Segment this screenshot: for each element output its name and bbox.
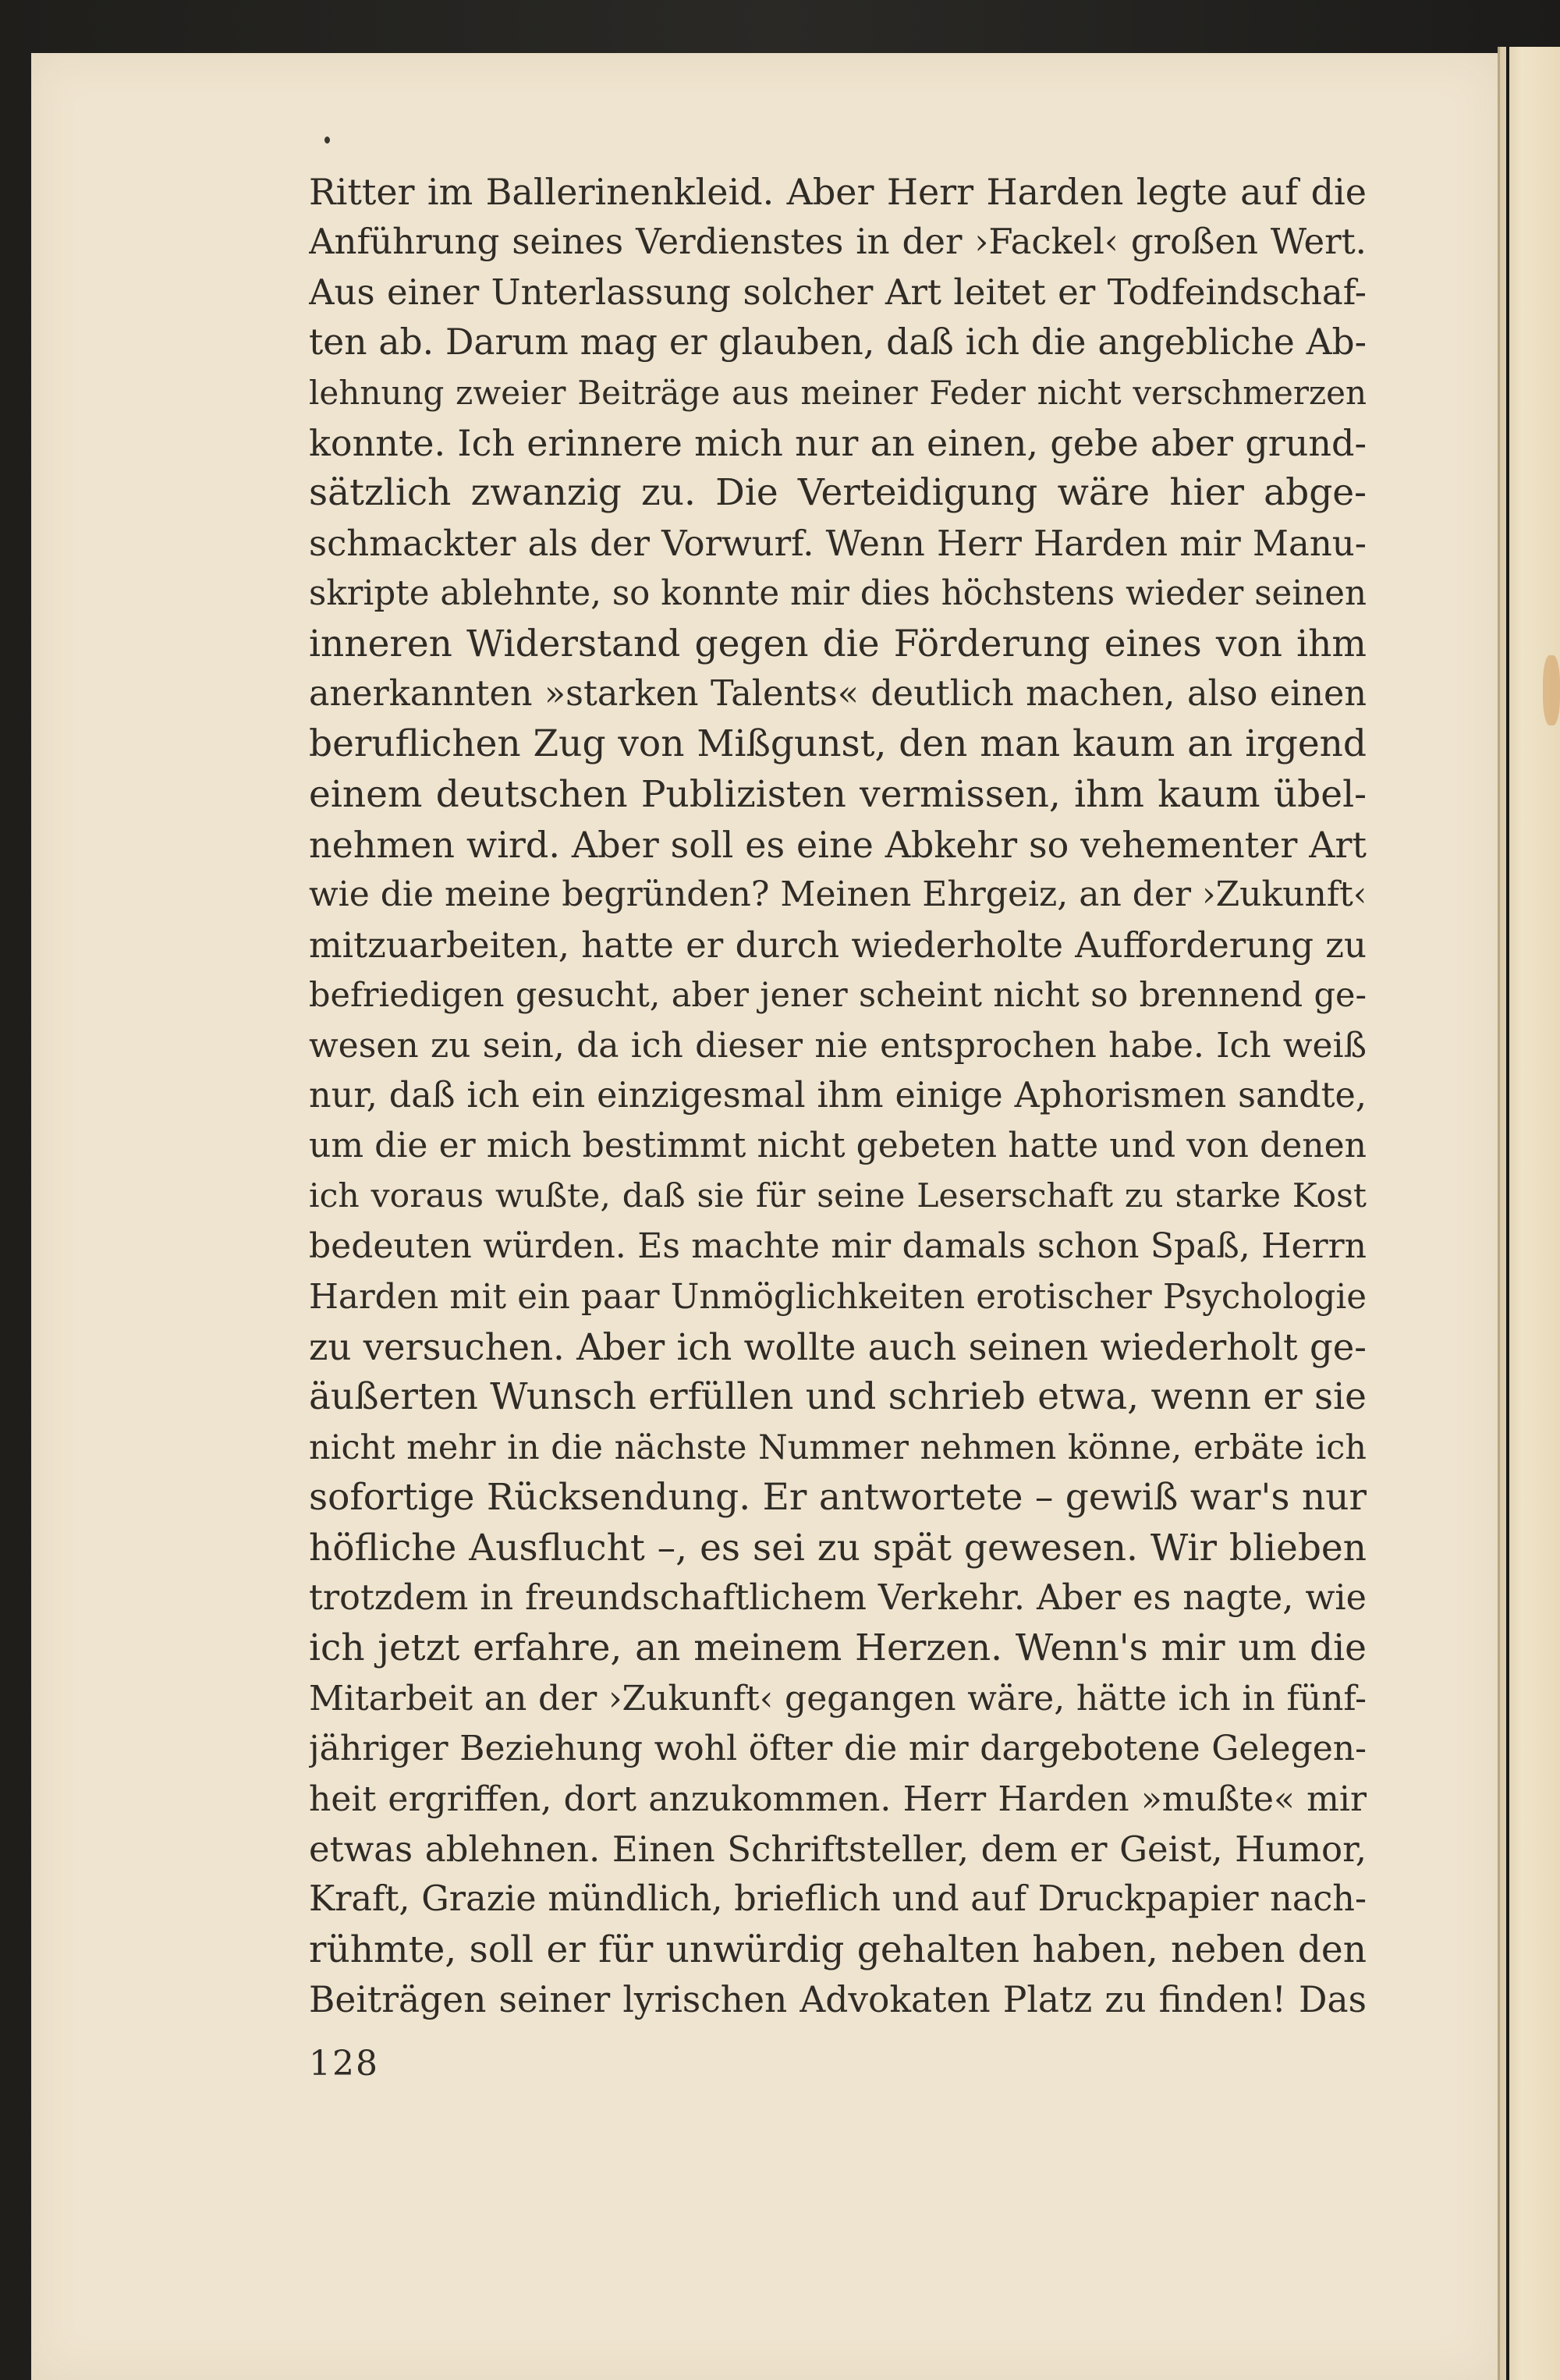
ink-speck xyxy=(324,137,330,144)
text-line: um die er mich bestimmt nicht gebeten hatte und von denen xyxy=(309,1126,1367,1166)
text-line: mitzuarbeiten, hatte er durch wiederholte Aufforderung zu xyxy=(309,924,1367,966)
text-line: bedeuten würden. Es machte mir damals schon Spaß, Herrn xyxy=(309,1226,1367,1267)
text-line: nicht mehr in die nächste Nummer nehmen könne, erbäte ich xyxy=(309,1428,1367,1467)
text-line: wie die meine begründen? Meinen Ehrgeiz, an der ›Zukunft‹ xyxy=(309,874,1367,915)
text-line: trotzdem in freundschaftlichem Verkehr. Aber es nagte, wie xyxy=(309,1577,1367,1618)
text-line: ich jetzt erfahre, an meinem Herzen. Wenn's mir um die xyxy=(309,1626,1367,1670)
text-line: ich voraus wußte, daß sie für seine Leserschaft zu starke Kost xyxy=(309,1176,1367,1215)
text-line: nur, daß ich ein einzigesmal ihm einige Aphorismen sandte, xyxy=(309,1076,1367,1116)
text-line: Aus einer Unterlassung solcher Art leitet er Todfeindschaf- xyxy=(309,271,1367,313)
text-line: Harden mit ein paar Unmöglichkeiten erotischer Psychologie xyxy=(309,1277,1367,1317)
text-line: sofortige Rücksendung. Er antwortete – gewiß war's nur xyxy=(309,1476,1367,1520)
page-number: 128 xyxy=(309,2044,379,2084)
text-line: Beiträgen seiner lyrischen Advokaten Platz zu finden! Das xyxy=(309,1979,1367,2021)
text-line: inneren Widerstand gegen die Förderung eines von ihm xyxy=(309,622,1367,665)
text-line: lehnung zweier Beiträge aus meiner Feder nicht verschmerzen xyxy=(309,373,1367,412)
text-line: Mitarbeit an der ›Zukunft‹ gegangen wäre, hätte ich in fünf- xyxy=(309,1678,1367,1718)
text-line: Kraft, Grazie mündlich, brieflich und auf Druckpapier nach- xyxy=(309,1879,1367,1920)
body-text xyxy=(309,167,1367,2025)
adjacent-page-edge xyxy=(1498,47,1560,2380)
text-line: konnte. Ich erinnere mich nur an einen, gebe aber grund- xyxy=(309,421,1367,464)
paper-stain xyxy=(1543,655,1560,725)
text-line: zu versuchen. Aber ich wollte auch seinen wiederholt ge- xyxy=(309,1325,1367,1368)
text-line: wesen zu sein, da ich dieser nie entsprochen habe. Ich weiß xyxy=(309,1025,1367,1066)
text-line: ten ab. Darum mag er glauben, daß ich die angebliche Ab- xyxy=(309,321,1367,364)
text-line: anerkannten »starken Talents« deutlich machen, also einen xyxy=(309,673,1367,714)
text-line: etwas ablehnen. Einen Schriftsteller, dem er Geist, Humor, xyxy=(309,1828,1367,1870)
text-line: äußerten Wunsch erfüllen und schrieb etwa, wenn er sie xyxy=(309,1375,1367,1419)
text-line: jähriger Beziehung wohl öfter die mir dargebotene Gelegen- xyxy=(309,1729,1367,1769)
gutter-shadow xyxy=(1506,47,1509,2380)
text-line: befriedigen gesucht, aber jener scheint nicht so brennend ge- xyxy=(309,976,1367,1016)
text-line: einem deutschen Publizisten vermissen, ihm kaum übel- xyxy=(309,772,1367,816)
text-line: skripte ablehnte, so konnte mir dies höchstens wieder seinen xyxy=(309,574,1367,614)
text-line: Anführung seines Verdienstes in der ›Fackel‹ großen Wert. xyxy=(309,221,1367,263)
text-line: Ritter im Ballerinenkleid. Aber Herr Harden legte auf die xyxy=(309,171,1367,213)
text-line: schmackter als der Vorwurf. Wenn Herr Harden mir Manu- xyxy=(309,522,1367,564)
text-line: rühmte, soll er für unwürdig gehalten haben, neben den xyxy=(309,1928,1367,1971)
text-line: höfliche Ausflucht –, es sei zu spät gewesen. Wir blieben xyxy=(309,1526,1367,1570)
text-line: beruflichen Zug von Mißgunst, den man kaum an irgend xyxy=(309,722,1367,766)
text-line: heit ergriffen, dort anzukommen. Herr Harden »mußte« mir xyxy=(309,1779,1367,1819)
text-line: nehmen wird. Aber soll es eine Abkehr so vehementer Art xyxy=(309,824,1367,867)
text-line: sätzlich zwanzig zu. Die Verteidigung wäre hier abge- xyxy=(309,471,1367,515)
